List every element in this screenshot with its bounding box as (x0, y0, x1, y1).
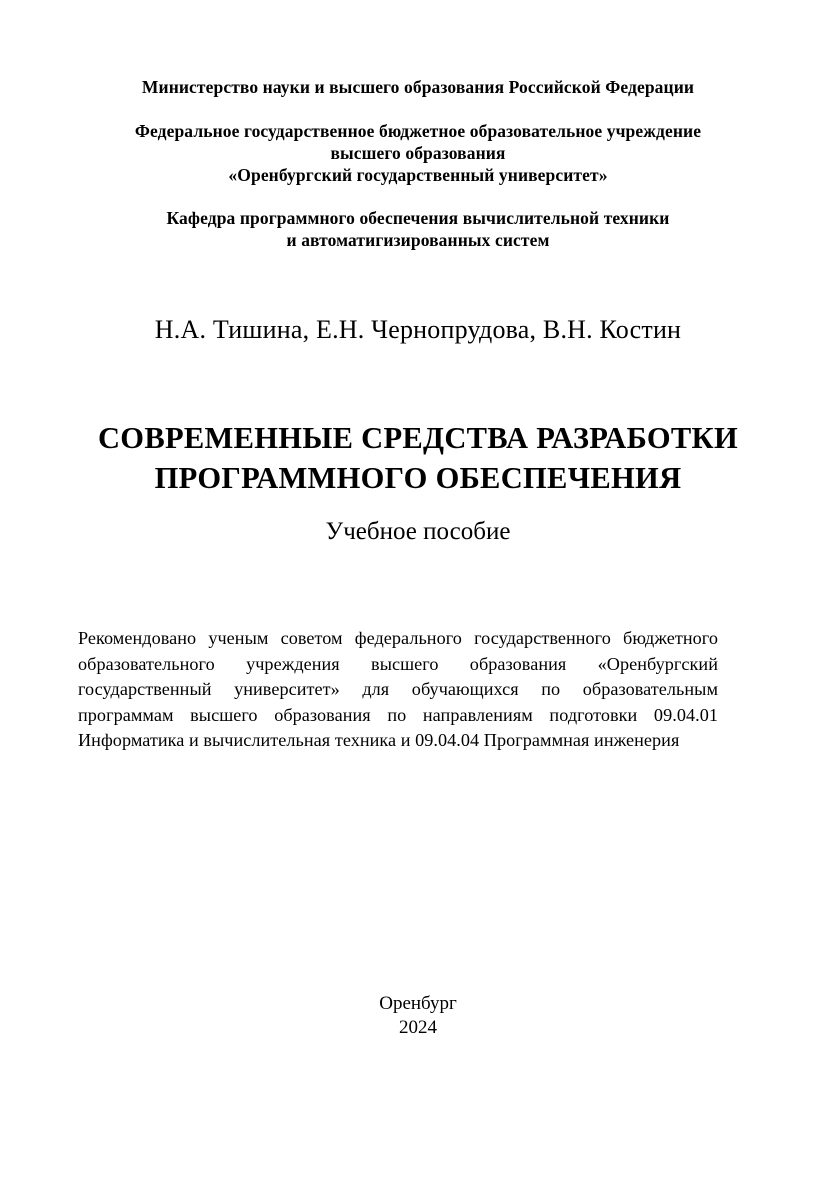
department-line-1: Кафедра программного обеспечения вычислительной техники (166, 208, 670, 228)
institution-line-1: Федеральное государственное бюджетное образовательное учреждение (134, 121, 702, 141)
title-line-1: СОВРЕМЕННЫЕ СРЕДСТВА РАЗРАБОТКИ (97, 421, 738, 455)
institution-line-3: «Оренбургский государственный университет» (228, 165, 608, 185)
page-subtitle: Учебное пособие (325, 518, 511, 545)
imprint-year: 2024 (399, 1017, 437, 1038)
imprint-city: Оренбург (379, 993, 457, 1014)
title-line-2: ПРОГРАММНОГО ОБЕСПЕЧЕНИЯ (154, 461, 682, 495)
masthead-block (78, 76, 758, 251)
ministry-line: Министерство науки и высшего образования Российской Федерации (141, 77, 695, 97)
spacer (78, 98, 758, 120)
institution-line-2: высшего образования (330, 143, 506, 163)
imprint-block (68, 992, 768, 1040)
spacer (78, 186, 758, 207)
page-title (48, 418, 788, 498)
authors-line: Н.А. Тишина, Е.Н. Чернопрудова, В.Н. Костин (154, 315, 682, 344)
department-line-2: и автоматигизированных систем (286, 230, 550, 250)
recommendation-paragraph: Рекомендовано ученым советом федерального государственного бюджетного образовательного учреждения высшего образования «Оренбургский государственный университет» для обучающихся по образовательным программам высшего образования по направлениям подготовки 09.04.01 Информатика и вычислительная техника и 09.04.04 Программная инженерия (78, 628, 718, 751)
